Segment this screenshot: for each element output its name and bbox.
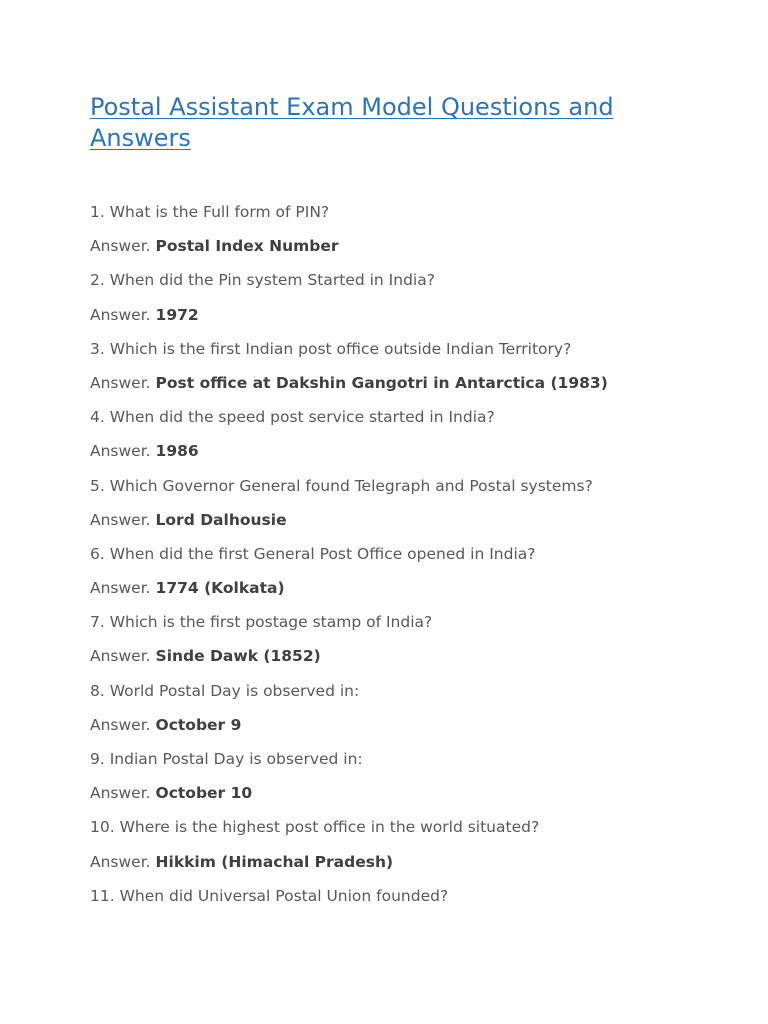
question-6: 6. When did the first General Post Office opened in India? (90, 544, 536, 563)
question-1: 1. What is the Full form of PIN? (90, 203, 330, 221)
answer-prefix: Answer. (90, 373, 156, 392)
answer-text: Hikkim (Himachal Pradesh) (155, 852, 394, 871)
answer-text: 1986 (155, 442, 199, 461)
answer-prefix: Answer. (90, 579, 156, 598)
question-7: 7. Which is the first postage stamp of India? (90, 613, 433, 632)
answer-8 (90, 713, 730, 747)
answer-prefix: Answer. (90, 510, 156, 529)
question-9: 9. Indian Postal Day is observed in: (90, 750, 363, 768)
answer-text: Post office at Dakshin Gangotri in Antarctica (1983) (155, 373, 608, 392)
answer-text: Sinde Dawk (1852) (155, 647, 321, 666)
answer-4 (90, 439, 730, 473)
answer-prefix: Answer. (90, 442, 156, 461)
answer-1 (90, 234, 730, 268)
answer-7 (90, 644, 730, 678)
answer-text: October 9 (155, 715, 242, 734)
answer-text: 1972 (155, 305, 199, 324)
question-2: 2. When did the Pin system Started in India? (90, 271, 435, 290)
answer-text: Postal Index Number (155, 237, 339, 256)
answer-prefix: Answer. (90, 237, 156, 256)
answer-prefix: Answer. (90, 852, 156, 871)
question-10: 10. Where is the highest post office in the world situated? (90, 818, 540, 837)
answer-text: 1774 (Kolkata) (155, 579, 285, 598)
answer-3 (90, 371, 730, 405)
answer-text: Lord Dalhousie (155, 510, 287, 529)
document-title: Postal Assistant Exam Model Questions and Answers (90, 93, 614, 152)
answer-10 (90, 850, 730, 884)
question-8: 8. World Postal Day is observed in: (90, 681, 360, 700)
answer-prefix: Answer. (90, 305, 156, 324)
answer-6 (90, 576, 730, 610)
answer-2 (90, 303, 730, 337)
answer-prefix: Answer. (90, 647, 156, 666)
answer-prefix: Answer. (90, 784, 156, 803)
answer-prefix: Answer. (90, 715, 156, 734)
question-3: 3. Which is the first Indian post office outside Indian Territory? (90, 339, 572, 358)
question-5: 5. Which Governor General found Telegraph and Postal systems? (90, 476, 593, 495)
question-answer-list (90, 200, 730, 918)
answer-text: October 10 (155, 784, 253, 803)
answer-9 (90, 781, 730, 815)
answer-5 (90, 508, 730, 542)
question-11: 11. When did Universal Postal Union founded? (90, 886, 449, 905)
question-4: 4. When did the speed post service started in India? (90, 408, 495, 427)
